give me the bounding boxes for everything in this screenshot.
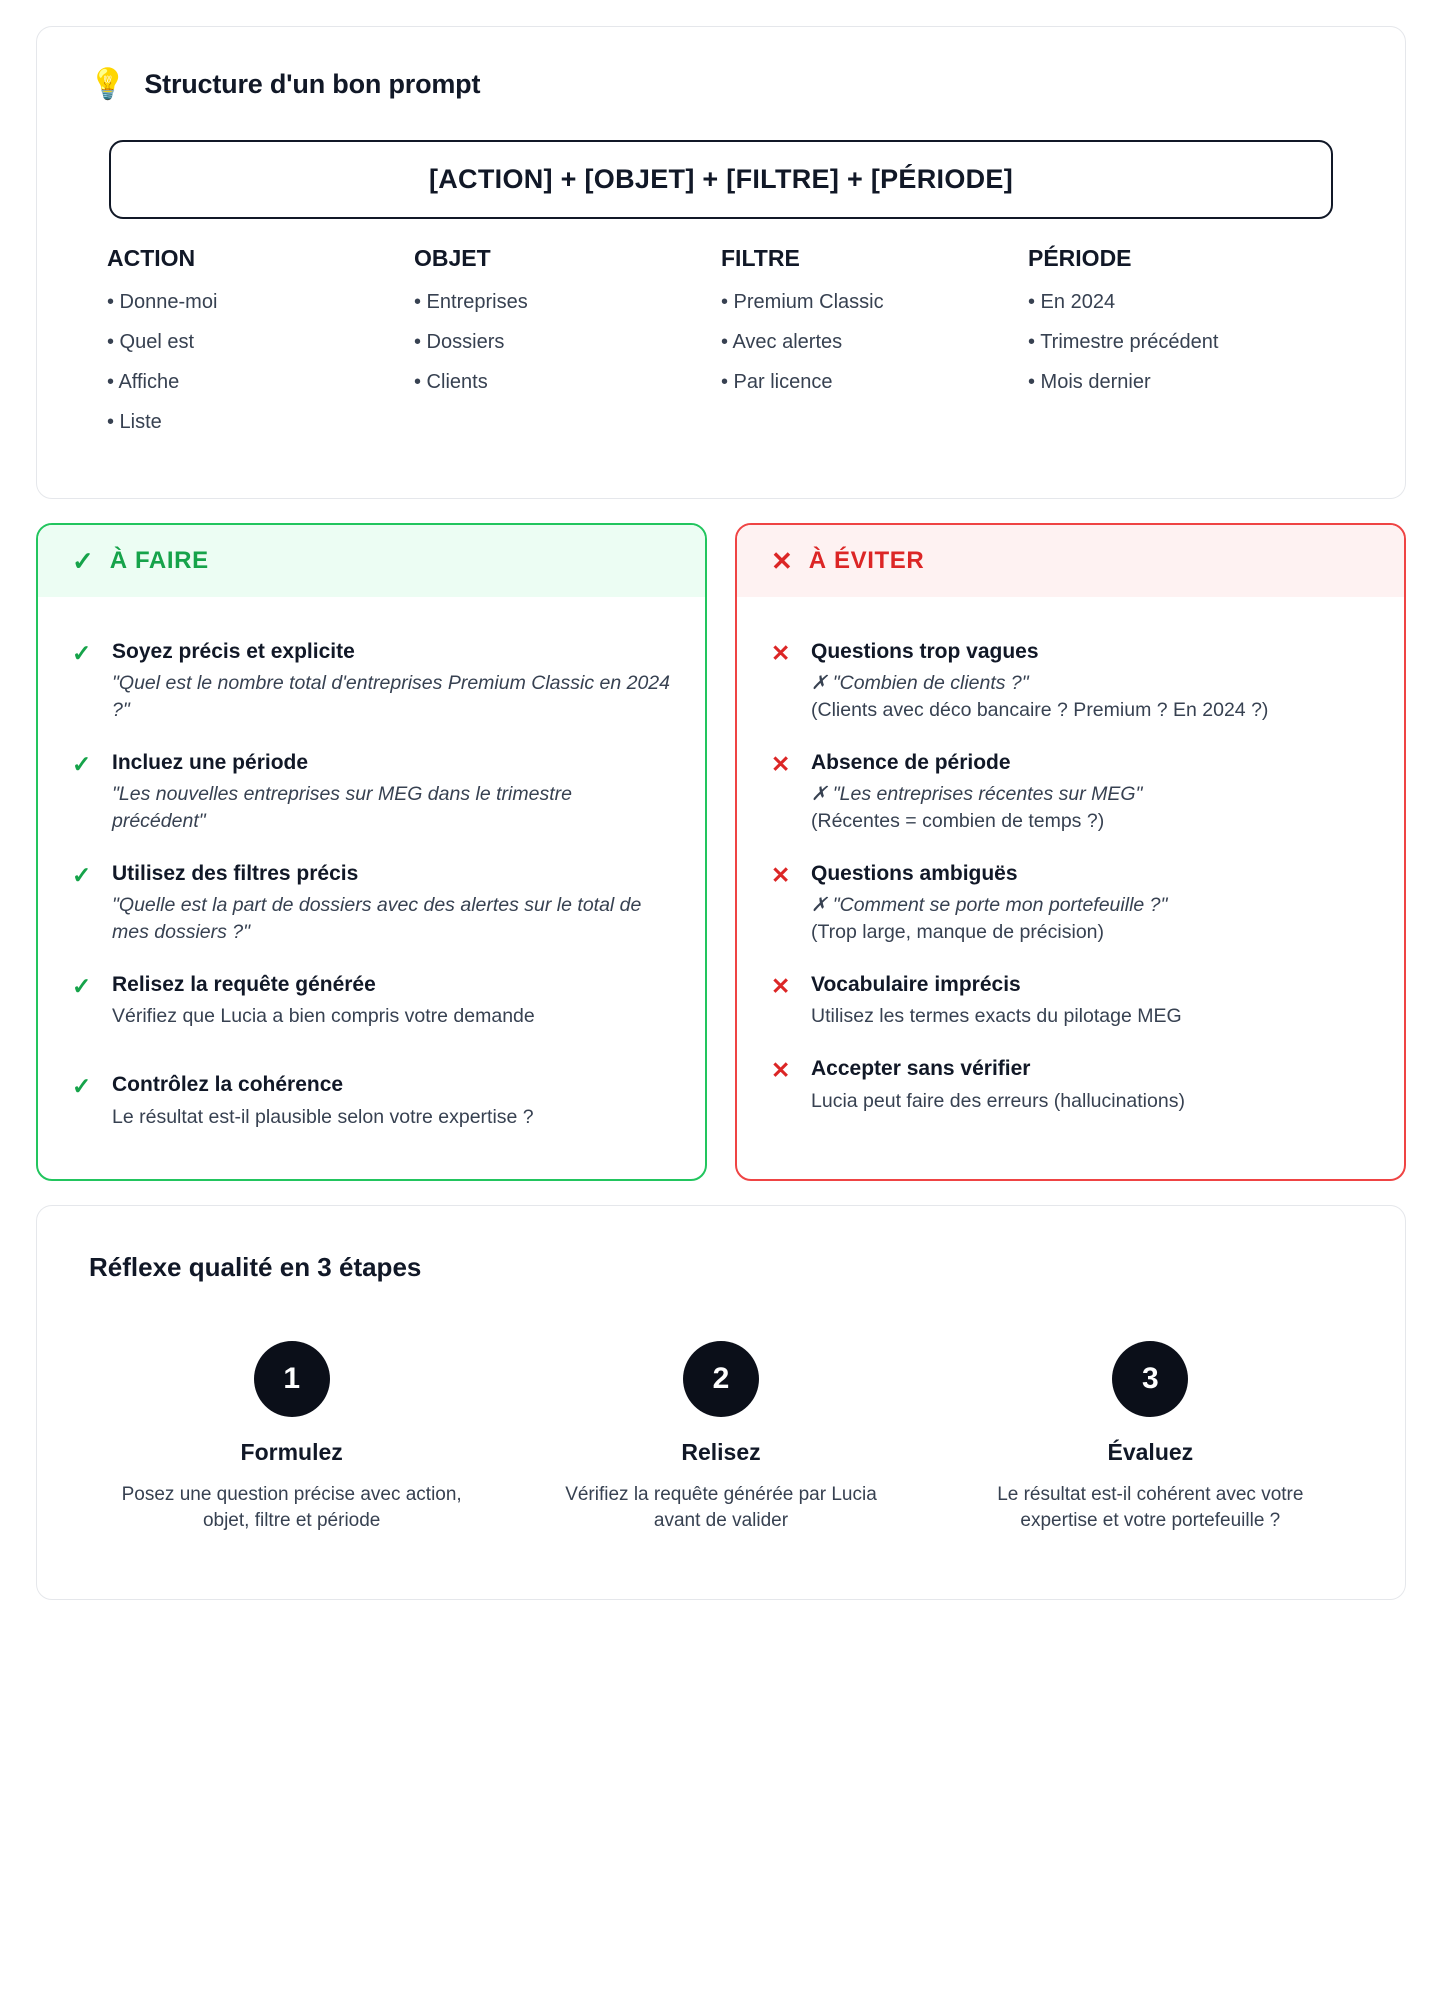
column-item: • Affiche	[107, 371, 180, 393]
column-item: • Avec alertes	[721, 331, 843, 353]
entry-note: Vérifiez que Lucia a bien compris votre demande	[112, 1005, 535, 1028]
prompt-formula: [ACTION] + [OBJET] + [FILTRE] + [PÉRIODE]	[109, 140, 1333, 219]
list-item	[771, 972, 1370, 1030]
spacer	[72, 1056, 671, 1072]
structure-column-filtre	[721, 245, 1028, 450]
avoid-panel-label: À ÉVITER	[808, 547, 925, 574]
entry-note: Le résultat est-il plausible selon votre expertise ?	[112, 1105, 534, 1128]
list-item	[771, 639, 1370, 724]
step-2	[518, 1341, 923, 1536]
entry-title: Questions trop vagues	[811, 640, 1039, 663]
prompt-structure-card	[36, 26, 1406, 499]
structure-column-objet	[414, 245, 721, 450]
column-item: • Par licence	[721, 371, 833, 393]
entry-quote: "Quelle est la part de dossiers avec des alertes sur le total de mes dossiers ?"	[112, 894, 642, 944]
check-icon: ✓	[72, 973, 92, 1000]
entry-quote: ✗ "Les entreprises récentes sur MEG"	[811, 783, 1143, 806]
steps-title: Réflexe qualité en 3 étapes	[89, 1251, 422, 1282]
cross-icon: ✕	[771, 546, 793, 576]
do-panel-label: À FAIRE	[109, 547, 209, 574]
structure-columns	[89, 245, 1353, 450]
entry-quote: "Quel est le nombre total d'entreprises Premium Classic en 2024 ?"	[112, 672, 670, 722]
entry-note: (Récentes = combien de temps ?)	[811, 810, 1105, 833]
check-icon: ✓	[72, 546, 94, 576]
cross-icon: ✕	[771, 751, 791, 778]
entry-title: Contrôlez la cohérence	[112, 1073, 344, 1097]
structure-header	[89, 69, 1353, 100]
check-icon: ✓	[72, 862, 92, 889]
list-item	[72, 861, 671, 946]
entry-note: Lucia peut faire des erreurs (hallucinations)	[811, 1089, 1185, 1112]
entry-note: Utilisez les termes exacts du pilotage MEG	[811, 1005, 1182, 1028]
column-title: ACTION	[107, 245, 196, 271]
do-panel-body	[38, 597, 705, 1179]
entry-note: (Trop large, manque de précision)	[811, 921, 1105, 944]
column-title: FILTRE	[721, 245, 800, 271]
structure-column-periode	[1028, 245, 1335, 450]
step-number-badge: 1	[254, 1341, 330, 1417]
avoid-panel	[735, 523, 1406, 1181]
step-description: Vérifiez la requête générée par Lucia avant de valider	[565, 1483, 877, 1532]
entry-title: Incluez une période	[112, 751, 309, 775]
do-panel-header	[38, 525, 705, 597]
steps-list	[89, 1341, 1353, 1536]
avoid-panel-header	[737, 525, 1404, 597]
column-item: • Dossiers	[414, 331, 505, 353]
column-item: • Entreprises	[414, 291, 528, 313]
list-item	[771, 750, 1370, 835]
entry-title: Vocabulaire imprécis	[811, 973, 1021, 997]
entry-title: Soyez précis et explicite	[112, 640, 355, 663]
column-item: • Mois dernier	[1028, 371, 1151, 393]
page-title: Structure d'un bon prompt	[144, 69, 481, 99]
entry-quote: ✗ "Comment se porte mon portefeuille ?"	[811, 894, 1168, 917]
entry-title: Relisez la requête générée	[112, 973, 376, 997]
entry-note: (Clients avec déco bancaire ? Premium ? En 2024 ?)	[811, 699, 1269, 722]
list-item	[72, 750, 671, 835]
column-item: • Donne-moi	[107, 291, 218, 313]
column-title: OBJET	[414, 245, 491, 271]
quality-steps-card	[36, 1205, 1406, 1601]
entry-quote: ✗ "Combien de clients ?"	[811, 672, 1029, 695]
entry-title: Absence de période	[811, 751, 1011, 775]
list-item	[72, 972, 671, 1030]
entry-title: Accepter sans vérifier	[811, 1057, 1031, 1081]
column-title: PÉRIODE	[1028, 245, 1132, 271]
list-item	[771, 1056, 1370, 1114]
check-icon: ✓	[72, 751, 92, 778]
lightbulb-icon: 💡	[89, 67, 127, 101]
column-item: • En 2024	[1028, 291, 1116, 313]
do-and-avoid-panels	[36, 523, 1406, 1181]
do-panel	[36, 523, 707, 1181]
step-number-badge: 2	[683, 1341, 759, 1417]
check-icon: ✓	[72, 640, 92, 666]
entry-title: Utilisez des filtres précis	[112, 862, 359, 886]
list-item	[72, 639, 671, 724]
entry-quote: "Les nouvelles entreprises sur MEG dans le trimestre précédent"	[112, 783, 572, 833]
step-name: Formulez	[240, 1438, 343, 1465]
step-3	[948, 1341, 1353, 1536]
step-1	[89, 1341, 494, 1536]
column-item: • Quel est	[107, 331, 195, 353]
cross-icon: ✕	[771, 973, 791, 1000]
cross-icon: ✕	[771, 862, 791, 889]
check-icon: ✓	[72, 1073, 92, 1100]
step-name: Relisez	[681, 1438, 761, 1465]
step-number-badge: 3	[1112, 1341, 1188, 1417]
list-item	[72, 1072, 671, 1130]
step-description: Le résultat est-il cohérent avec votre expertise et votre portefeuille ?	[997, 1483, 1304, 1532]
column-item: • Liste	[107, 411, 162, 433]
step-description: Posez une question précise avec action, objet, filtre et période	[121, 1483, 462, 1532]
list-item	[771, 861, 1370, 946]
column-item: • Premium Classic	[721, 291, 884, 313]
step-name: Évaluez	[1107, 1438, 1194, 1465]
structure-column-action	[107, 245, 414, 450]
entry-title: Questions ambiguës	[811, 862, 1018, 886]
column-item: • Clients	[414, 371, 488, 393]
avoid-panel-body	[737, 597, 1404, 1163]
column-item: • Trimestre précédent	[1028, 331, 1219, 353]
cross-icon: ✕	[771, 1057, 791, 1084]
cross-icon: ✕	[771, 640, 791, 666]
